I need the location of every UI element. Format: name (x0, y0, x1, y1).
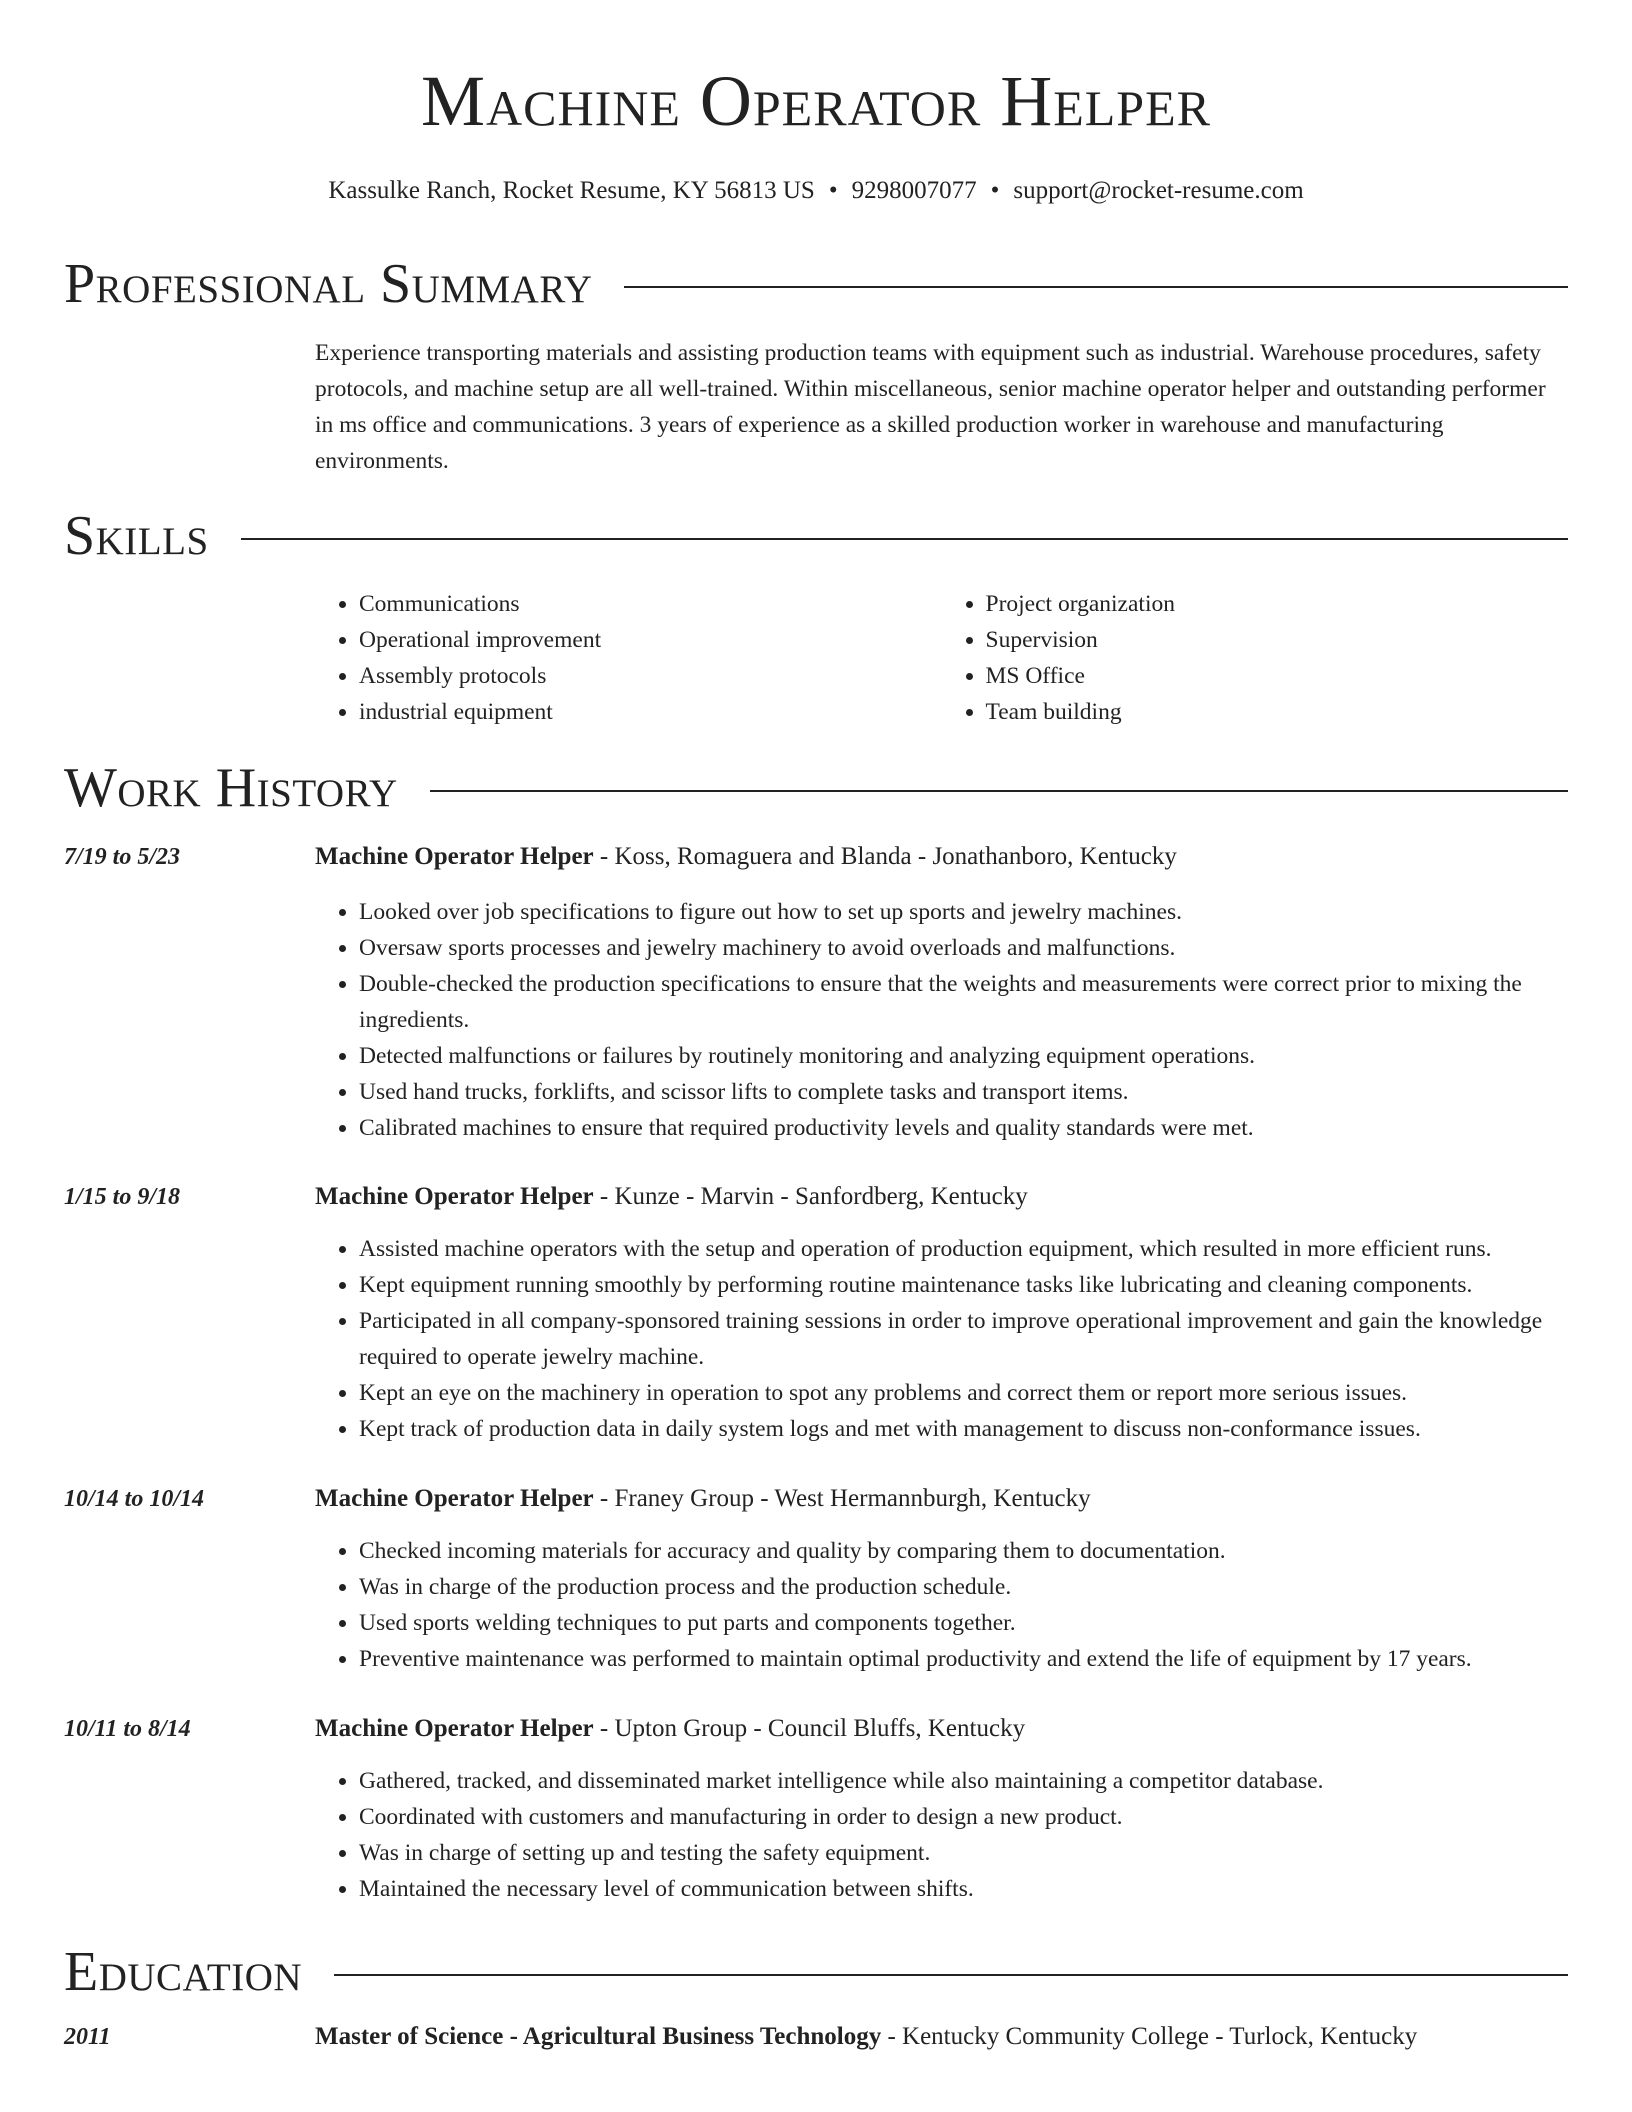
job-bullets (315, 1533, 1612, 1677)
skill-item: • Project organization (986, 586, 1569, 622)
contact-line (64, 174, 1568, 208)
job-title-line (315, 1179, 1028, 1215)
skill-item: • Assembly protocols (359, 658, 942, 694)
job-bullet: • Preventive maintenance was performed to maintain optimal productivity and extend the life of equipment by 17 years. (359, 1641, 1612, 1677)
job-bullets (315, 1763, 1612, 1907)
job-bullet: • Kept track of production data in daily system logs and met with management to discuss non-conformance issues. (359, 1411, 1612, 1447)
job-bullet: • Was in charge of setting up and testing the safety equipment. (359, 1835, 1612, 1871)
job-dates: 1/15 to 9/18 (64, 1184, 181, 1210)
job-bullet: • Participated in all company-sponsored training sessions in order to improve operational improvement and gain the knowledge required to operate jewelry machine. (359, 1303, 1612, 1375)
contact-address: Kassulke Ranch, Rocket Resume, KY 56813 US (328, 177, 815, 204)
job-title-line (315, 1481, 1091, 1517)
job-details: - Upton Group - Council Bluffs, Kentucky (593, 1715, 1026, 1742)
section-divider (241, 538, 1568, 540)
job-role: Machine Operator Helper (315, 843, 594, 870)
job-bullet: • Assisted machine operators with the setup and operation of production equipment, which resulted in more efficient runs. (359, 1231, 1612, 1267)
job-role: Machine Operator Helper (315, 1715, 594, 1742)
contact-email: support@rocket-resume.com (1013, 177, 1304, 204)
job-title-line (315, 839, 1177, 875)
skill-item: • MS Office (986, 658, 1569, 694)
job-details: - Franey Group - West Hermannburgh, Kentucky (593, 1485, 1091, 1512)
job-bullet: • Checked incoming materials for accuracy and quality by comparing them to documentation. (359, 1533, 1612, 1569)
skill-item: • Operational improvement (359, 622, 942, 658)
education-heading: Education (64, 1941, 303, 2003)
education-year: 2011 (64, 2024, 111, 2050)
skill-item: • industrial equipment (359, 694, 942, 730)
skills-heading: Skills (64, 505, 209, 567)
job-details: - Koss, Romaguera and Blanda - Jonathanboro, Kentucky (593, 843, 1177, 870)
job-bullet: • Gathered, tracked, and disseminated market intelligence while also maintaining a competitor database. (359, 1763, 1612, 1799)
skill-item: • Supervision (986, 622, 1569, 658)
skills-list (315, 586, 1568, 730)
job-bullet: • Kept equipment running smoothly by performing routine maintenance tasks like lubricating and cleaning components. (359, 1267, 1612, 1303)
education-title-line (315, 2019, 1417, 2055)
job-dates: 7/19 to 5/23 (64, 844, 181, 870)
section-divider (334, 1974, 1568, 1976)
work-heading: Work History (64, 757, 398, 819)
job-bullet: • Looked over job specifications to figure out how to set up sports and jewelry machines. (359, 894, 1612, 930)
education-section-header (64, 1940, 1568, 2004)
section-divider (624, 286, 1568, 288)
contact-separator: • (990, 177, 1000, 204)
job-bullet: • Double-checked the production specifications to ensure that the weights and measurements were correct prior to mixing the ingredients. (359, 966, 1612, 1038)
summary-text: Experience transporting materials and assisting production teams with equipment such as industrial. Warehouse procedures, safety protocols, and machine setup are all well-trained. Within miscellaneous, senior machine operator helper and outstanding performer in ms office and communications. 3 years of experience as a skilled production worker in warehouse and manufacturing environments. (315, 340, 1546, 474)
job-bullet: • Detected malfunctions or failures by routinely monitoring and analyzing equipment operations. (359, 1038, 1612, 1074)
skills-column-left (315, 586, 942, 730)
job-details: - Kunze - Marvin - Sanfordberg, Kentucky (593, 1183, 1028, 1210)
summary-heading: Professional Summary (64, 253, 593, 315)
job-role: Machine Operator Helper (315, 1485, 594, 1512)
section-divider (430, 790, 1568, 792)
education-details: - Kentucky Community College - Turlock, Kentucky (881, 2023, 1418, 2050)
job-bullet: • Used sports welding techniques to put parts and components together. (359, 1605, 1612, 1641)
work-section-header (64, 756, 1568, 820)
summary-section-header (64, 252, 1568, 316)
job-bullet: • Kept an eye on the machinery in operation to spot any problems and correct them or report more serious issues. (359, 1375, 1612, 1411)
job-dates: 10/11 to 8/14 (64, 1716, 191, 1742)
contact-phone: 9298007077 (851, 177, 977, 204)
job-title-line (315, 1711, 1025, 1747)
job-dates: 10/14 to 10/14 (64, 1486, 205, 1512)
skills-column-right (942, 586, 1569, 730)
job-bullet: • Coordinated with customers and manufacturing in order to design a new product. (359, 1799, 1612, 1835)
summary-body (315, 335, 1568, 479)
job-bullet: • Oversaw sports processes and jewelry machinery to avoid overloads and malfunctions. (359, 930, 1612, 966)
job-bullets (315, 1231, 1612, 1447)
job-bullet: • Used hand trucks, forklifts, and scissor lifts to complete tasks and transport items. (359, 1074, 1612, 1110)
skill-item: • Team building (986, 694, 1569, 730)
education-degree: Master of Science - Agricultural Business Technology (315, 2023, 882, 2050)
job-bullet: • Was in charge of the production process and the production schedule. (359, 1569, 1612, 1605)
contact-separator: • (828, 177, 838, 204)
candidate-name: Machine Operator Helper (420, 61, 1212, 141)
job-bullet: • Maintained the necessary level of communication between shifts. (359, 1871, 1612, 1907)
job-bullets (315, 894, 1612, 1146)
skills-section-header (64, 504, 1568, 568)
job-bullet: • Calibrated machines to ensure that required productivity levels and quality standards were met. (359, 1110, 1612, 1146)
skill-item: • Communications (359, 586, 942, 622)
job-role: Machine Operator Helper (315, 1183, 594, 1210)
